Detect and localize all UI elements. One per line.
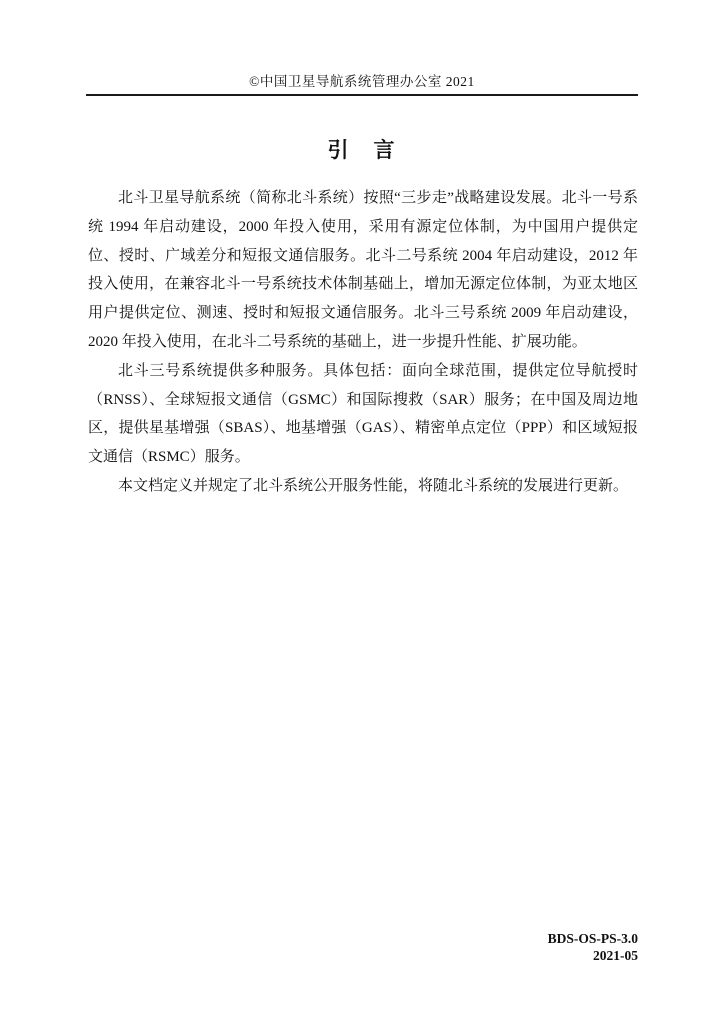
page-header: [86, 70, 638, 96]
paragraph-3: 本文档定义并规定了北斗系统公开服务性能，将随北斗系统的发展进行更新。: [118, 477, 629, 494]
document-id: BDS-OS-PS-3.0: [547, 931, 638, 946]
section-title: 引 言: [327, 139, 397, 162]
page-footer: [548, 931, 638, 964]
paragraph-2: 北斗三号系统提供多种服务。具体包括：面向全球范围，提供定位导航授时（RNSS）、全球短报文通信（GSMC）和国际搜救（SAR）服务；在中国及周边地区，提供星基增强（SBAS）、地基增强（GAS）、精密单点定位（PPP）和区域短报文通信（RSMC）服务。: [88, 362, 638, 466]
copyright-notice: ©中国卫星导航系统管理办公室 2021: [249, 74, 475, 89]
document-body: [88, 184, 638, 501]
paragraph-1: 北斗卫星导航系统（简称北斗系统）按照“三步走”战略建设发展。北斗一号系统 1994 年启动建设，2000 年投入使用，采用有源定位体制，为中国用户提供定位、授时、广域差分和短报文通信服务。北斗二号系统 2004 年启动建设，2012 年投入使用，在兼容北斗一号系统技术体制基础上，增加无源定位体制，为亚太地区用户提供定位、测速、授时和短报文通信服务。北斗三号系统 2009 年启动建设，2020 年投入使用，在北斗二号系统的基础上，进一步提升性能、扩展功能。: [88, 190, 638, 350]
document-date: 2021-05: [593, 947, 638, 963]
